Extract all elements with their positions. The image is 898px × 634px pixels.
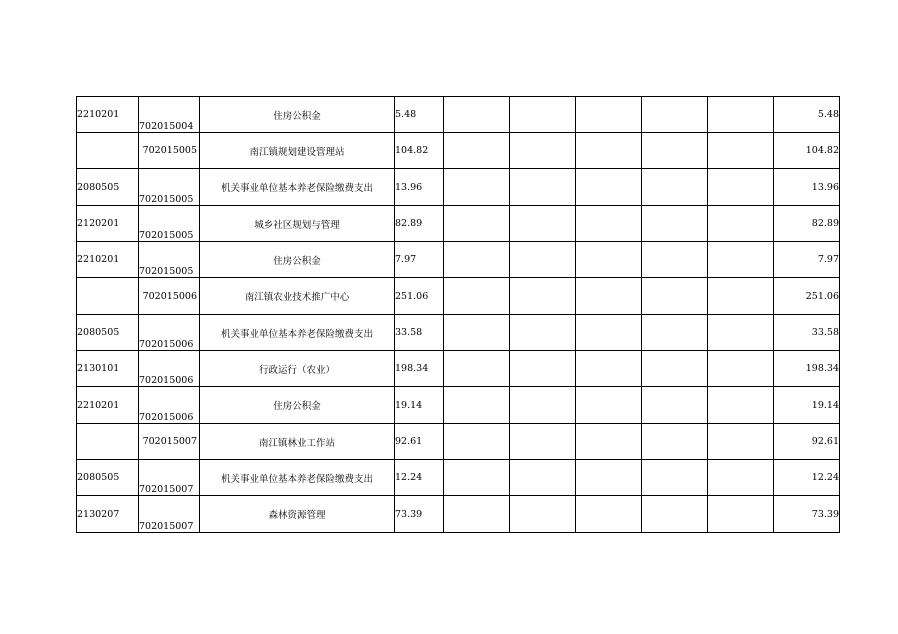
- empty-cell: [708, 351, 774, 387]
- empty-cell: [576, 133, 642, 169]
- item-name-cell: 行政运行（农业）: [200, 351, 395, 387]
- amount-cell: 19.14: [395, 387, 444, 424]
- function-code-cell: 2080505: [77, 169, 139, 206]
- empty-cell: [510, 496, 576, 533]
- unit-code-cell: 702015006: [139, 315, 200, 351]
- empty-cell: [444, 460, 510, 496]
- total-cell: 198.34: [774, 351, 840, 387]
- item-name-cell: 住房公积金: [200, 242, 395, 278]
- empty-cell: [510, 133, 576, 169]
- empty-cell: [576, 206, 642, 242]
- amount-cell: 198.34: [395, 351, 444, 387]
- amount-cell: 12.24: [395, 460, 444, 496]
- table-row: [77, 424, 840, 460]
- total-cell: 13.96: [774, 169, 840, 206]
- empty-cell: [708, 460, 774, 496]
- table-row: [77, 496, 840, 533]
- empty-cell: [708, 206, 774, 242]
- amount-cell: 73.39: [395, 496, 444, 533]
- empty-cell: [444, 424, 510, 460]
- unit-code-cell: 702015007: [139, 424, 200, 460]
- empty-cell: [708, 496, 774, 533]
- empty-cell: [444, 496, 510, 533]
- empty-cell: [708, 242, 774, 278]
- function-code-cell: 2210201: [77, 387, 139, 424]
- unit-code-cell: 702015005: [139, 169, 200, 206]
- item-name-cell: 住房公积金: [200, 97, 395, 133]
- amount-cell: 92.61: [395, 424, 444, 460]
- empty-cell: [444, 242, 510, 278]
- empty-cell: [642, 242, 708, 278]
- empty-cell: [576, 315, 642, 351]
- empty-cell: [444, 169, 510, 206]
- function-code-cell: [77, 133, 139, 169]
- total-cell: 33.58: [774, 315, 840, 351]
- empty-cell: [444, 278, 510, 315]
- total-cell: 251.06: [774, 278, 840, 315]
- empty-cell: [708, 278, 774, 315]
- empty-cell: [510, 315, 576, 351]
- empty-cell: [576, 278, 642, 315]
- item-name-cell: 机关事业单位基本养老保险缴费支出: [200, 169, 395, 206]
- empty-cell: [444, 97, 510, 133]
- empty-cell: [576, 387, 642, 424]
- total-cell: 7.97: [774, 242, 840, 278]
- total-cell: 19.14: [774, 387, 840, 424]
- empty-cell: [576, 460, 642, 496]
- unit-code-cell: 702015006: [139, 387, 200, 424]
- table-row: [77, 387, 840, 424]
- item-name-cell: 南江镇农业技术推广中心: [200, 278, 395, 315]
- budget-table: [76, 96, 840, 533]
- empty-cell: [642, 278, 708, 315]
- empty-cell: [510, 169, 576, 206]
- empty-cell: [708, 97, 774, 133]
- unit-code-cell: 702015007: [139, 460, 200, 496]
- item-name-cell: 城乡社区规划与管理: [200, 206, 395, 242]
- empty-cell: [444, 387, 510, 424]
- amount-cell: 82.89: [395, 206, 444, 242]
- amount-cell: 7.97: [395, 242, 444, 278]
- total-cell: 92.61: [774, 424, 840, 460]
- unit-code-cell: 702015005: [139, 206, 200, 242]
- empty-cell: [708, 424, 774, 460]
- empty-cell: [642, 387, 708, 424]
- function-code-cell: [77, 278, 139, 315]
- empty-cell: [576, 169, 642, 206]
- empty-cell: [510, 278, 576, 315]
- table-row: [77, 206, 840, 242]
- function-code-cell: 2120201: [77, 206, 139, 242]
- empty-cell: [444, 351, 510, 387]
- empty-cell: [576, 242, 642, 278]
- function-code-cell: 2210201: [77, 97, 139, 133]
- empty-cell: [642, 97, 708, 133]
- item-name-cell: 住房公积金: [200, 387, 395, 424]
- total-cell: 82.89: [774, 206, 840, 242]
- empty-cell: [510, 206, 576, 242]
- empty-cell: [642, 169, 708, 206]
- empty-cell: [444, 315, 510, 351]
- empty-cell: [444, 133, 510, 169]
- unit-code-cell: 702015006: [139, 278, 200, 315]
- table-row: [77, 460, 840, 496]
- empty-cell: [510, 351, 576, 387]
- total-cell: 104.82: [774, 133, 840, 169]
- table-row: [77, 278, 840, 315]
- table-row: [77, 169, 840, 206]
- unit-code-cell: 702015005: [139, 242, 200, 278]
- empty-cell: [708, 169, 774, 206]
- item-name-cell: 机关事业单位基本养老保险缴费支出: [200, 460, 395, 496]
- empty-cell: [510, 242, 576, 278]
- amount-cell: 5.48: [395, 97, 444, 133]
- empty-cell: [510, 460, 576, 496]
- item-name-cell: 机关事业单位基本养老保险缴费支出: [200, 315, 395, 351]
- empty-cell: [510, 387, 576, 424]
- function-code-cell: 2080505: [77, 460, 139, 496]
- empty-cell: [642, 424, 708, 460]
- function-code-cell: 2130207: [77, 496, 139, 533]
- empty-cell: [642, 206, 708, 242]
- empty-cell: [642, 496, 708, 533]
- empty-cell: [576, 97, 642, 133]
- function-code-cell: 2210201: [77, 242, 139, 278]
- amount-cell: 13.96: [395, 169, 444, 206]
- empty-cell: [510, 97, 576, 133]
- empty-cell: [576, 424, 642, 460]
- table-row: [77, 133, 840, 169]
- empty-cell: [576, 351, 642, 387]
- item-name-cell: 南江镇林业工作站: [200, 424, 395, 460]
- unit-code-cell: 702015004: [139, 97, 200, 133]
- empty-cell: [642, 460, 708, 496]
- table-row: [77, 351, 840, 387]
- function-code-cell: [77, 424, 139, 460]
- unit-code-cell: 702015007: [139, 496, 200, 533]
- empty-cell: [576, 496, 642, 533]
- amount-cell: 33.58: [395, 315, 444, 351]
- table-row: [77, 242, 840, 278]
- amount-cell: 251.06: [395, 278, 444, 315]
- empty-cell: [642, 133, 708, 169]
- function-code-cell: 2080505: [77, 315, 139, 351]
- unit-code-cell: 702015006: [139, 351, 200, 387]
- empty-cell: [642, 351, 708, 387]
- amount-cell: 104.82: [395, 133, 444, 169]
- item-name-cell: 森林资源管理: [200, 496, 395, 533]
- table-row: [77, 315, 840, 351]
- table-body: [77, 97, 840, 533]
- total-cell: 12.24: [774, 460, 840, 496]
- item-name-cell: 南江镇规划建设管理站: [200, 133, 395, 169]
- total-cell: 73.39: [774, 496, 840, 533]
- empty-cell: [510, 424, 576, 460]
- table-row: [77, 97, 840, 133]
- unit-code-cell: 702015005: [139, 133, 200, 169]
- empty-cell: [642, 315, 708, 351]
- empty-cell: [708, 133, 774, 169]
- empty-cell: [444, 206, 510, 242]
- empty-cell: [708, 387, 774, 424]
- total-cell: 5.48: [774, 97, 840, 133]
- function-code-cell: 2130101: [77, 351, 139, 387]
- empty-cell: [708, 315, 774, 351]
